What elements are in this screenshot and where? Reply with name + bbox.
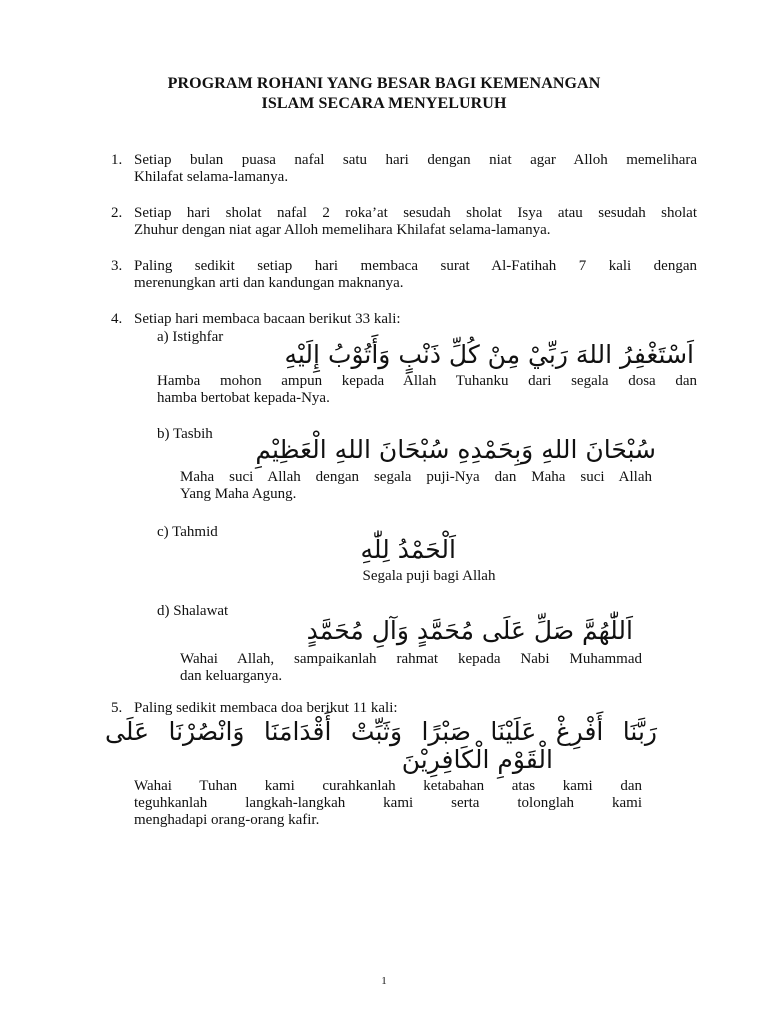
item-text-line: Paling sedikit membaca doa berikut 11 kali: <box>134 700 398 716</box>
meaning-line: Wahai Tuhan kami curahkanlah ketabahan atas kami dan <box>134 778 642 794</box>
item-number: 5. <box>111 700 123 716</box>
meaning-tasbih <box>180 469 652 503</box>
list-item-5 <box>111 700 697 718</box>
subitem-shalawat-label: d) Shalawat <box>157 603 229 619</box>
item-text-line: Setiap hari membaca bacaan berikut 33 kali: <box>134 311 401 327</box>
meaning-line: teguhkanlah langkah-langkah kami serta tolonglah kami <box>134 795 642 811</box>
item-text <box>134 311 697 328</box>
title-line-2: ISLAM SECARA MENYELURUH <box>261 95 507 112</box>
item-text <box>134 205 697 239</box>
item-text-line: Setiap hari sholat nafal 2 roka’at sesudah sholat Isya atau sesudah sholat <box>134 205 697 221</box>
list-item-2 <box>111 205 697 241</box>
item-number: 1. <box>111 152 123 168</box>
subitem-istighfar-label: a) Istighfar <box>157 329 224 345</box>
meaning-line: Hamba mohon ampun kepada Allah Tuhanku dari segala dosa dan <box>157 373 697 389</box>
list-item-1 <box>111 152 697 188</box>
arabic-shalawat: اَللّٰهُمَّ صَلِّ عَلَى مُحَمَّدٍ وَآلِ مُحَمَّدٍ <box>306 616 633 645</box>
meaning-line: hamba bertobat kepada-Nya. <box>157 390 330 406</box>
meaning-line: menghadapi orang-orang kafir. <box>134 812 320 828</box>
meaning-shalawat <box>180 651 642 685</box>
item-text-line: Khilafat selama-lamanya. <box>134 169 289 185</box>
page-number: 1 <box>381 975 387 987</box>
arabic-doa-line-2: الْقَوْمِ الْكَافِرِيْنَ <box>401 745 553 774</box>
list-item-4 <box>111 311 697 329</box>
item-text <box>134 152 697 186</box>
meaning-line: dan keluarganya. <box>180 668 283 684</box>
list-item-3 <box>111 258 697 294</box>
subitem-tahmid-label: c) Tahmid <box>157 524 218 540</box>
arabic-istighfar: اَسْتَغْفِرُ اللهَ رَبِّيْ مِنْ كُلِّ ذَنْبٍ وَأَتُوْبُ إِلَيْهِ <box>284 340 694 369</box>
arabic-doa-line-1: رَبَّنَا أَفْرِغْ عَلَيْنَا صَبْرًا وَثَبِّتْ أَقْدَامَنَا وَانْصُرْنَا عَلَى <box>105 717 657 746</box>
subitem-tasbih-label: b) Tasbih <box>157 426 213 442</box>
item-number: 4. <box>111 311 123 327</box>
arabic-tasbih: سُبْحَانَ اللهِ وَبِحَمْدِهِ سُبْحَانَ اللهِ الْعَظِيْمِ <box>255 435 656 464</box>
meaning-line: Yang Maha Agung. <box>180 486 297 502</box>
meaning-tahmid: Segala puji bagi Allah <box>362 568 496 584</box>
item-text-line: Paling sedikit setiap hari membaca surat Al-Fatihah 7 kali dengan <box>134 258 697 274</box>
arabic-tahmid: اَلْحَمْدُ لِلّٰهِ <box>360 535 456 564</box>
item-number: 2. <box>111 205 123 221</box>
meaning-line: Maha suci Allah dengan segala puji-Nya dan Maha suci Allah <box>180 469 652 485</box>
meaning-doa <box>134 778 642 829</box>
item-text-line: merenungkan arti dan kandungan maknanya. <box>134 275 404 291</box>
item-text <box>134 700 697 717</box>
meaning-line: Wahai Allah, sampaikanlah rahmat kepada Nabi Muhammad <box>180 651 642 667</box>
item-text <box>134 258 697 292</box>
title-line-1: PROGRAM ROHANI YANG BESAR BAGI KEMENANGAN <box>167 75 601 92</box>
document-title <box>0 74 768 114</box>
meaning-istighfar <box>157 373 697 407</box>
item-number: 3. <box>111 258 123 274</box>
item-text-line: Zhuhur dengan niat agar Alloh memelihara Khilafat selama-lamanya. <box>134 222 551 238</box>
item-text-line: Setiap bulan puasa nafal satu hari dengan niat agar Alloh memelihara <box>134 152 697 168</box>
